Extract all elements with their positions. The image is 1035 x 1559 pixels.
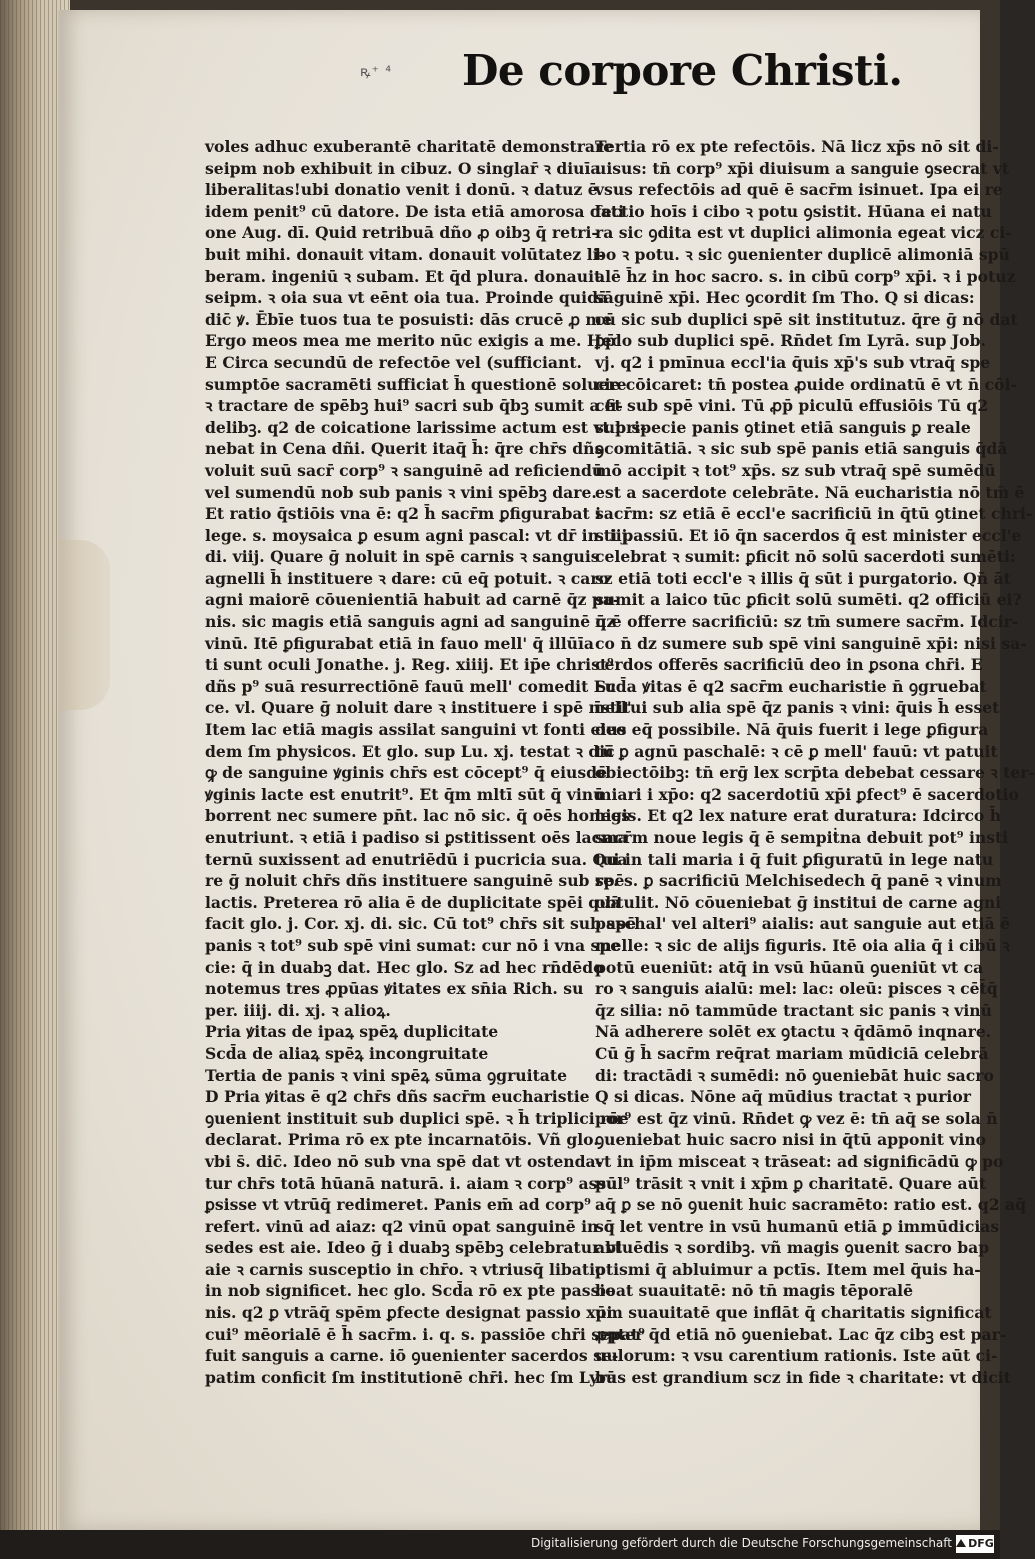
text-line: tū ꝑ agnū paschalē: ꝛ cē ꝑ mell' fauū: vt patuit bbox=[595, 741, 998, 761]
text-line: Q si dicas. Nōne aq̄ mūdius tractat ꝛ purior bbox=[595, 1087, 971, 1107]
dfg-logo-icon bbox=[956, 1535, 994, 1553]
text-line: tui in tali maria i q̄ fuit ꝑfiguratū in lege natu bbox=[595, 849, 994, 869]
text-line: agnelli h̄ instituere ꝛ dare: cū eq̄ potuit. ꝛ caro bbox=[205, 568, 609, 588]
text-line: Item lac etiā magis assilat sanguini vt fonti eius bbox=[205, 720, 627, 740]
text-line: cū sic sub duplici spē sit institutuz. q̄re ḡ nō dat bbox=[595, 309, 1018, 329]
text-line: sub specie panis ꝯtinet etiā sanguis ꝑ reale bbox=[595, 417, 971, 437]
text-line: vt in ip̄m misceat ꝛ trāseat: ad significādū ꝙ po bbox=[595, 1151, 1004, 1171]
text-line: bo ꝛ potu. ꝛ sic ꝯuenienter duplicē alimoniā spū bbox=[595, 244, 1010, 264]
text-line: ptismi q̄ abluimur a pctīs. Item mel q̄uis ha- bbox=[595, 1259, 981, 1279]
text-line: fuit sanguis a carne. iō ꝯuenienter sacerdos se- bbox=[205, 1346, 619, 1366]
running-title: De corpore Christi. bbox=[462, 46, 903, 95]
text-line: sāguinē xp̄i. Hec ꝯcordit ſm Tho. Q si dicas: bbox=[595, 288, 975, 308]
corner-mark: ꝶ⁺ ⁴ bbox=[360, 64, 393, 80]
text-line: Nā adherere solēt ex ꝯtactu ꝛ q̄dāmō inqnare. bbox=[595, 1022, 992, 1042]
text-line: sacr̄m: sz etiā ē eccl'e sacrificiū in q̄tū ꝯtinet chri- bbox=[595, 504, 1033, 524]
text-line: re ḡ noluit chr̄s dñs instituere sanguinē sub spē bbox=[205, 871, 625, 891]
text-line: vinū. Itē ꝑfigurabat etiā in fauo mell' q̄ illūīa bbox=[205, 633, 594, 653]
text-line: re. s. ꝑ sacrificiū Melchisedech q̄ panē ꝛ vinum bbox=[595, 871, 1002, 891]
text-line: Tertia de panis ꝛ vini spēꝝ sūma ꝯgruitate bbox=[205, 1065, 567, 1085]
text-line: Et ratio q̄stiōis vna ē: q2 h̄ sacr̄m ꝑfigurabat i bbox=[205, 504, 602, 524]
text-line: cet sub spē vini. Tū ꝓp̄ piculū effusiōis Tū q2 bbox=[595, 396, 989, 416]
book-page bbox=[58, 10, 1035, 1530]
text-line: voluit suū sacr̄ corp⁹ ꝛ sanguinē ad reficiendū bbox=[205, 460, 604, 480]
text-line: dem ſm physicos. Et glo. sup Lu. xj. testat ꝛ dic̄ bbox=[205, 741, 615, 761]
text-line: seipm. ꝛ oia sua vt eēnt oia tua. Proinde quidā bbox=[205, 288, 609, 308]
text-line: ꝯuenient instituit sub duplici spē. ꝛ h̄ triplici rōe bbox=[205, 1108, 629, 1128]
text-line: idem penit⁹ cū datore. De ista etiā amorosa dati bbox=[205, 201, 625, 221]
text-line: so let ventre in vsū humanū etiā ꝑ immūdicias bbox=[595, 1216, 1000, 1236]
text-line: refert. vinū ad aiaz: q2 vinū opat sanguinē in q̄ bbox=[205, 1216, 615, 1236]
text-line: Cū ḡ h̄ sacr̄m req̄rat mariam mūdiciā celebrā bbox=[595, 1043, 989, 1063]
text-line: di. viij. Quare ḡ noluit in spē carnis ꝛ sanguis bbox=[205, 547, 600, 567]
text-line: in nob significet. hec glo. Scd̄a rō ex pte passio bbox=[205, 1281, 616, 1301]
text-line: Scd̄a ꝟitas ē q2 sacr̄m eucharistie n̄ ꝯgruebat bbox=[595, 676, 987, 696]
text-column-left bbox=[205, 136, 647, 1388]
text-line: cui⁹ mēorialē ē h̄ sacr̄m. i. q. s. passiōe chr̄i sepat⁹ bbox=[205, 1324, 645, 1344]
text-line: aq̄ ꝑ se nō ꝯuenit huic sacramēto: ratio est. q2 aq̄ bbox=[595, 1195, 1027, 1215]
text-line: beram. ingeniū ꝛ subam. Et q̄d plura. donauit bbox=[205, 266, 602, 286]
text-column-right bbox=[595, 136, 1035, 1388]
text-line: buit mihi. donauit vitam. donauit volūtatez li- bbox=[205, 244, 606, 264]
text-line: ti sunt oculi Jonathe. j. Reg. xiiij. Et ip̄e christ⁹ bbox=[205, 655, 614, 675]
dfg-logo-text: DFG bbox=[968, 1537, 994, 1550]
text-line: paschal' vel alteri⁹ aialis: aut sanguie aut etiā ē bbox=[595, 914, 1011, 934]
text-line: lege. s. moysaica ꝑ esum agni pascal: vt dr̄ in. iij. bbox=[205, 525, 633, 545]
text-line: sti passiū. Et iō q̄n sacerdos q̄ est minister eccl'e bbox=[595, 525, 1022, 545]
text-line: bus est grandium scz in fide ꝛ charitate: vt dicit bbox=[595, 1367, 1011, 1387]
text-line: dñs p⁹ suā resurrectiōnē fauū mell' comedit Lu bbox=[205, 676, 617, 696]
text-line: E Circa secundū de refectōe vel (sufficiant. bbox=[205, 352, 582, 372]
text-line: sumptōe sacramēti sufficiat h̄ questionē soluere bbox=[205, 374, 627, 394]
text-line: nis. q2 ꝑ vtrāq̄ spēm ꝑfecte designat passio xp̄i. bbox=[205, 1303, 618, 1323]
text-line: ꝑp̄lo sub duplici spē. Rn̄det ſm Lyrā. sup Job. bbox=[595, 331, 986, 351]
text-line: vsus refectōis ad quē ē sacr̄m isinuet. Ipa ei re bbox=[595, 180, 1003, 200]
text-line: ꝛ tractare de spēbꝫ hui⁹ sacri sub q̄bꝫ sumit a fi- bbox=[205, 396, 623, 416]
text-line: di: tractādi ꝛ sumēdi: nō ꝯueniebāt huic sacro bbox=[595, 1065, 994, 1085]
dfg-credit: Digitalisierung gefördert durch die Deutsche Forschungsgemeinschaft bbox=[530, 1536, 952, 1550]
text-line: alē h̄z in hoc sacro. s. in cibū corp⁹ xp̄i. ꝛ i potuz bbox=[595, 266, 1016, 286]
text-line: deo eq̄ possibile. Nā q̄uis fuerit i lege ꝑfigura bbox=[595, 720, 989, 740]
text-line: enutriunt. ꝛ etiā i padiso si ꝑstitissent oēs lacma bbox=[205, 828, 628, 847]
text-line: ꝟginis lacte est enutrit⁹. Et q̄m mltī sūt q̄ vinū bbox=[205, 784, 605, 804]
text-line: abluēdis ꝛ sordibꝫ. vñ magis ꝯuenit sacro bap bbox=[595, 1238, 990, 1258]
text-line: ꝑsisse vt vtrūq̄ redimeret. Panis em̄ ad corp⁹ bbox=[205, 1195, 591, 1215]
text-line: vj. q2 i pmīnua eccl'ia q̄uis xp̄'s sub vtraq̄ spe bbox=[595, 352, 991, 372]
text-line: q̄z silia: nō tammūde tractant sic panis ꝛ vinū bbox=[595, 1000, 992, 1020]
text-line: agni maiorē cōuenientiā habuit ad carnē q̄z pa- bbox=[205, 590, 620, 610]
text-line: sumit a laico tūc ꝑficit solū sumēti. q2 officiū ei? bbox=[595, 590, 1022, 610]
text-line: aie ꝛ carnis susceptio in chr̄o. ꝛ vtriusq̄ libatio bbox=[205, 1259, 606, 1279]
page-clip-shadow bbox=[60, 540, 110, 710]
text-line: um suauitatē que inflāt q̄ charitatis significat bbox=[595, 1303, 992, 1323]
text-line: sedes est aie. Ideo ḡ i duabꝫ spēbꝫ celebratur vt bbox=[205, 1238, 622, 1258]
text-line: uulorum: ꝛ vsu carentium rationis. Iste aūt ci- bbox=[595, 1346, 998, 1366]
text-line: obiectōibꝫ: tn̄ erḡ lex scrp̄ta debebat cessare ꝛ ter- bbox=[595, 763, 1035, 783]
text-line: potū eueniūt: atq̄ in vsū hūanū ꝯueniūt vt ca bbox=[595, 957, 984, 977]
text-line: Tertia rō ex pte refectōis. Nā licz xp̄s nō sit di- bbox=[595, 137, 999, 156]
text-line: celebrat ꝛ sumit: ꝑficit nō solū sacerdoti sumēti: bbox=[595, 547, 1016, 567]
text-line: one Aug. dī. Quid retribuā dño ꝓ oibꝫ q̄ retri- bbox=[205, 223, 598, 243]
text-line: cie cōicaret: tn̄ postea ꝓuide ordinatū ē vt n̄ cōi- bbox=[595, 374, 1017, 394]
text-line: ꝯueniebat huic sacro nisi in q̄tū apponit vino bbox=[595, 1130, 987, 1150]
text-line: ꝯcomitātiā. ꝛ sic sub spē panis etiā sanguis q̄dā bbox=[595, 439, 1008, 459]
text-line: tur chr̄s totā hūanā naturā. i. aiam ꝛ corp⁹ assū bbox=[205, 1173, 618, 1193]
text-line: patim conficit ſm institutionē chr̄i. hec ſm Lyrā bbox=[205, 1367, 617, 1387]
text-line: nis. sic magis etiā sanguis agni ad sanguinē q̄z bbox=[205, 612, 616, 632]
page-header bbox=[360, 46, 960, 106]
text-line: dic̄ ꝟ. Ēbīe tuos tua te posuisti: dās crucē ꝓ me bbox=[205, 309, 612, 329]
text-line: īstitui sub alia spē q̄z panis ꝛ vini: q̄uis h̄ esset bbox=[595, 698, 1000, 718]
text-line: melle: ꝛ sic de alijs figuris. Itē oia alia q̄ i cibū ꝛ bbox=[595, 935, 1010, 955]
text-line: nebat in Cena dñi. Querit itaq̄ h̄: q̄re chr̄s dñs bbox=[205, 439, 604, 459]
text-line: Ergo meos mea me merito nūc exigis a me. Hec bbox=[205, 331, 621, 351]
text-line: co n̄ dz sumere sub spē vini sanguinē xp̄i: nisi sa- bbox=[595, 633, 1027, 653]
text-line: fectio hoīs i cibo ꝛ potu ꝯsistit. Hūana ei natu bbox=[595, 201, 992, 221]
text-line: n̄ ē offerre sacrificiū: sz tm̄ sumere sacr̄m. Idcir- bbox=[595, 612, 1019, 632]
text-line: ce. vl. Quare ḡ noluit dare ꝛ instituere i spē mell' bbox=[205, 698, 632, 718]
text-line: legis. Et q2 lex nature erat duratura: Idcirco h̄ bbox=[595, 806, 1002, 826]
text-line: ra sic ꝯdita est vt duplici alimonia egeat vicz ci- bbox=[595, 223, 1012, 243]
text-line: notemus tres ꝓpūas ꝟitates ex sn̄ia Rich. su bbox=[205, 979, 584, 999]
text-line: cerdos offerēs sacrificiū deo in ꝑsona chr̄i. E bbox=[595, 655, 983, 675]
text-line: delibꝫ. q2 de coicatione larissime actum est vt pri- bbox=[205, 417, 647, 437]
text-line: D Pria ꝟitas ē q2 chr̄s dñs sacr̄m eucharistie bbox=[205, 1087, 590, 1107]
text-line: por⁹ est q̄z vinū. Rn̄det ꝙ vez ē: tn̄ aq̄ se sola n̄ bbox=[595, 1108, 998, 1128]
text-line: est a sacerdote celebrāte. Nā eucharistia nō tm̄ ē bbox=[595, 482, 1025, 502]
text-line: vel sumendū nob sub panis ꝛ vini spēbꝫ dare. bbox=[205, 482, 597, 502]
text-line: ꝙ de sanguine ꝟginis chr̄s est cōcept⁹ q̄ eiusdē bbox=[205, 763, 607, 783]
text-line: sacr̄m noue legis q̄ ē sempiṫna debuit pot⁹ insti bbox=[595, 828, 1009, 847]
text-line: Pria ꝟitas de ipaꝝ spēꝝ duplicitate bbox=[205, 1022, 499, 1042]
text-line: cie: q̄ in duabꝫ dat. Hec glo. Sz ad hec rn̄dēdo bbox=[205, 957, 604, 977]
text-line: per. iiij. di. xj. ꝛ alioꝝ. bbox=[205, 1000, 391, 1020]
text-line: borrent nec sumere pn̄t. lac nō sic. q̄ oēs homies bbox=[205, 806, 631, 826]
text-line: ro ꝛ sanguis aialū: mel: lac: oleū: pisces ꝛ cēt̄q̄ bbox=[595, 979, 998, 999]
text-line: obtulit. Nō cōueniebat ḡ institui de carne agni bbox=[595, 892, 1002, 912]
text-line: liberalitas!ubi donatio venit i donū. ꝛ datuz ē bbox=[205, 180, 598, 200]
text-line: facit glo. j. Cor. xj. di. sic. Cū tot⁹ chr̄s sit sub spē bbox=[205, 914, 637, 934]
text-line: ternū suxissent ad enutriēdū i pucricia sua. Qua bbox=[205, 849, 628, 869]
footer-bar bbox=[0, 1530, 1000, 1559]
text-line: ꝓpter q̄d etiā nō ꝯueniebat. Lac q̄z cibꝫ est par- bbox=[595, 1324, 1007, 1344]
text-line: uisus: tn̄ corp⁹ xp̄i diuisum a sanguie ꝯsecrat vt bbox=[595, 158, 1010, 178]
text-line: sz etiā toti eccl'e ꝛ illis q̄ sūt i purgatorio. Qn̄ āt bbox=[595, 568, 1011, 588]
text-line: Scd̄a de aliaꝝ spēꝝ incongruitate bbox=[205, 1043, 489, 1063]
text-line: seipm nob exhibuit in cibuz. O singlar̄ ꝛ diuīa bbox=[205, 158, 601, 178]
text-line: miari i xp̄o: q2 sacerdotiū xp̄i ꝑfect⁹ ē sacerdotio bbox=[595, 784, 1019, 804]
text-line: vbi s̄. dic̄. Ideo nō sub vna spē dat vt ostenda- bbox=[205, 1151, 603, 1171]
text-line: panis ꝛ tot⁹ sub spē vini sumat: cur nō i vna spe bbox=[205, 935, 621, 955]
text-line: lactis. Preterea rō alia ē de duplicitate spēi quā bbox=[205, 892, 621, 912]
text-line: pul⁹ trāsit ꝛ vnit i xp̄m ꝑ charitatē. Quare aūt bbox=[595, 1173, 987, 1193]
text-line: mō accipit ꝛ tot⁹ xp̄s. sz sub vtraq̄ spē sumēdū bbox=[595, 460, 996, 480]
text-line: beat suauitatē: nō tn̄ magis tēporalē bbox=[595, 1281, 914, 1301]
text-line: declarat. Prima rō ex pte incarnatōis. Vñ glo. bbox=[205, 1130, 599, 1150]
text-line: voles adhuc exuberantē charitatē demonstrare bbox=[205, 137, 614, 156]
